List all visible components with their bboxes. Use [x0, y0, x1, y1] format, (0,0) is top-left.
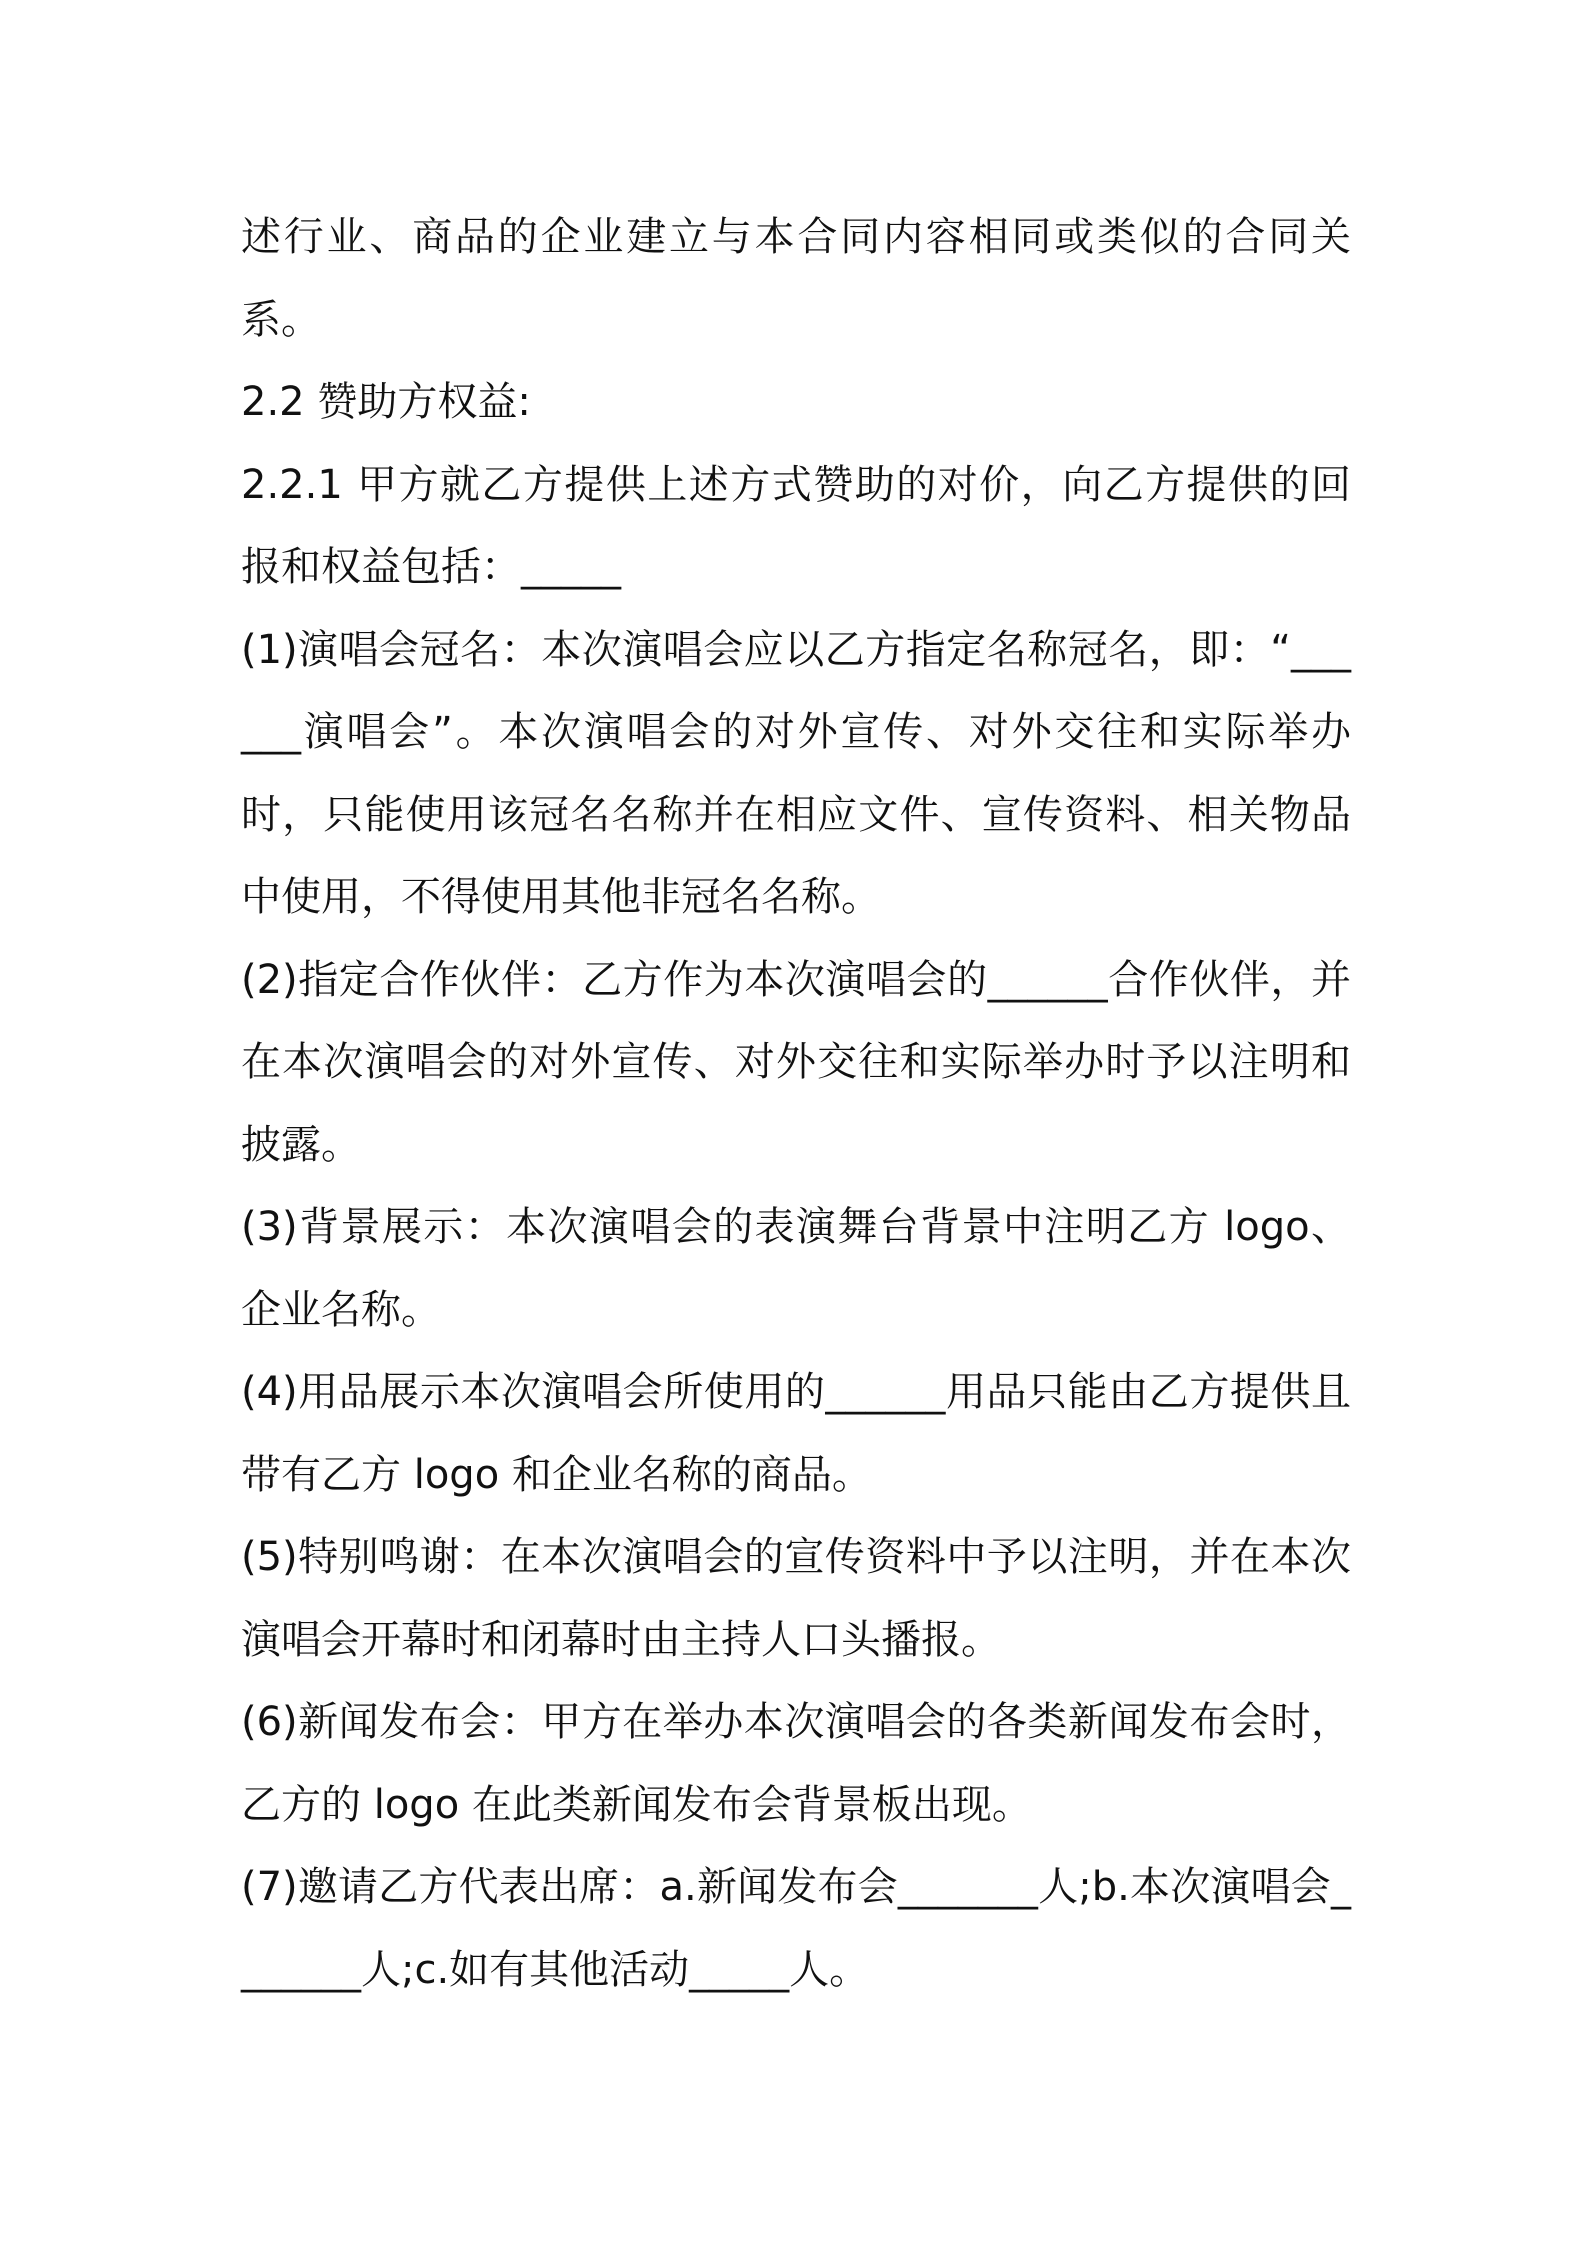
- item-2-partner: (2)指定合作伙伴：乙方作为本次演唱会的______合作伙伴，并在本次演唱会的对外宣传、对外交往和实际举办时予以注明和披露。: [241, 956, 1351, 1168]
- clause-2-2-1: 2.2.1 甲方就乙方提供上述方式赞助的对价，向乙方提供的回报和权益包括：_____: [241, 461, 1351, 590]
- item-1-naming: (1)演唱会冠名：本次演唱会应以乙方指定名称冠名，即：“______演唱会”。本次演唱会的对外宣传、对外交往和实际举办时，只能使用该冠名名称并在相应文件、宣传资料、相关物品中使用，不得使用其他非冠名名称。: [241, 626, 1351, 920]
- item-7-invitation: (7)邀请乙方代表出席：a.新闻发布会_______人;b.本次演唱会_______人;c.如有其他活动_____人。: [241, 1864, 1351, 1993]
- item-6-press: (6)新闻发布会：甲方在举办本次演唱会的各类新闻发布会时，乙方的 logo 在此类新闻发布会背景板出现。: [241, 1699, 1351, 1828]
- document-body: [241, 196, 1351, 2011]
- paragraph-continuation: 述行业、商品的企业建立与本合同内容相同或类似的合同关系。: [241, 214, 1351, 343]
- item-3-backdrop: (3)背景展示：本次演唱会的表演舞台背景中注明乙方 logo、企业名称。: [241, 1204, 1351, 1333]
- item-4-products: (4)用品展示本次演唱会所使用的______用品只能由乙方提供且带有乙方 logo 和企业名称的商品。: [241, 1369, 1351, 1498]
- item-5-thanks: (5)特别鸣谢：在本次演唱会的宣传资料中予以注明，并在本次演唱会开幕时和闭幕时由主持人口头播报。: [241, 1534, 1351, 1663]
- section-heading-2-2: 2.2 赞助方权益:: [241, 379, 531, 425]
